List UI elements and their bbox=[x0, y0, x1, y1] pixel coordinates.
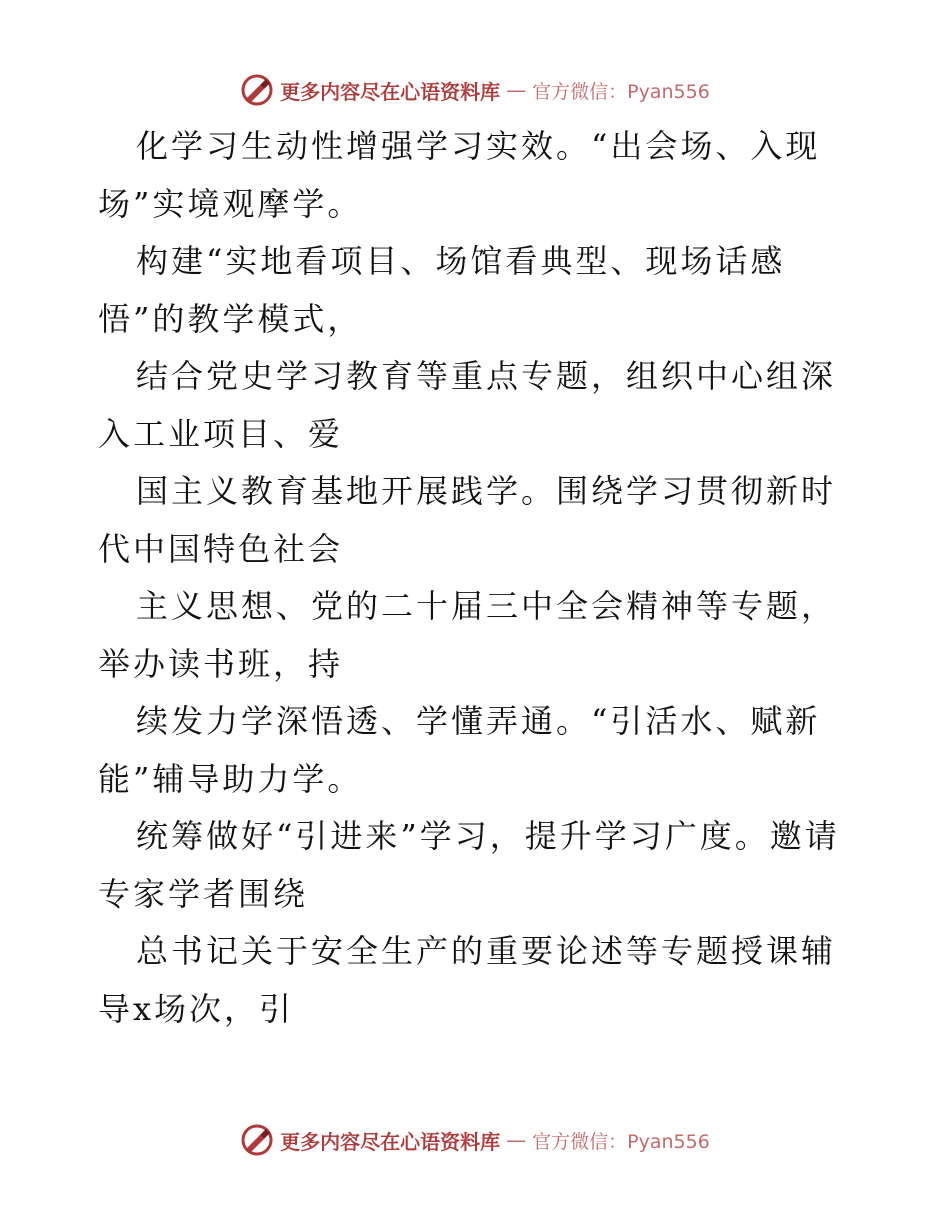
paragraph: 国主义教育基地开展践学。围绕学习贯彻新时代中国特色社会 bbox=[98, 472, 837, 568]
footer-brand-text: 更多内容尽在心语资料库 bbox=[280, 1129, 501, 1154]
header-brand-text: 更多内容尽在心语资料库 bbox=[280, 79, 501, 104]
paragraph: 续发力学深悟透、学懂弄通。“引活水、赋新能”辅导助力学。 bbox=[98, 702, 821, 798]
header-dash: — bbox=[506, 78, 527, 102]
paragraph: 统筹做好“引进来”学习，提升学习广度。邀请专家学者围绕 bbox=[98, 817, 840, 913]
pen-logo-icon bbox=[240, 1123, 274, 1157]
pen-logo-icon bbox=[240, 73, 274, 107]
footer-banner bbox=[0, 1120, 950, 1160]
paragraph: 化学习生动性增强学习实效。“出会场、入现场”实境观摩学。 bbox=[98, 127, 821, 223]
paragraph: 总书记关于安全生产的重要论述等专题授课辅导x场次，引 bbox=[98, 932, 837, 1028]
paragraph: 主义思想、党的二十届三中全会精神等专题，举办读书班，持 bbox=[98, 587, 837, 683]
paragraph: 构建“实地看项目、场馆看典型、现场话感悟”的教学模式， bbox=[98, 242, 786, 338]
header-wechat-text: 官方微信：Pyan556 bbox=[532, 80, 710, 103]
footer-wechat-text: 官方微信：Pyan556 bbox=[532, 1130, 710, 1153]
paragraph: 结合党史学习教育等重点专题，组织中心组深入工业项目、爱 bbox=[98, 357, 837, 453]
footer-dash: — bbox=[506, 1128, 527, 1152]
header-banner bbox=[0, 70, 950, 110]
document-body bbox=[98, 118, 858, 1038]
